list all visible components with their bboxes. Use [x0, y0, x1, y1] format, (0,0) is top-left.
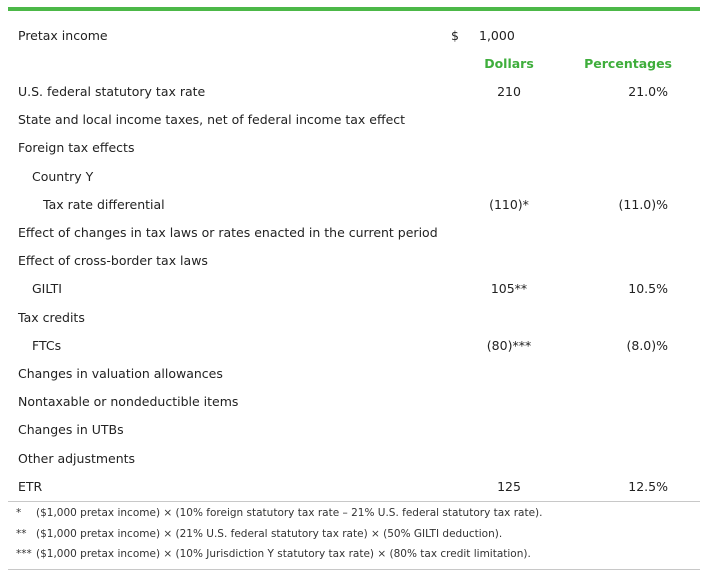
row-label: Tax rate differential — [43, 196, 165, 212]
row-dollars: 210 — [497, 84, 521, 99]
table-row — [8, 416, 700, 444]
row-label: GILTI — [32, 281, 62, 297]
footnote-line — [16, 504, 542, 522]
row-label: Tax credits — [18, 309, 85, 325]
row-label: Effect of cross-border tax laws — [18, 253, 208, 269]
footnote-divider — [8, 501, 700, 502]
currency-symbol: $ — [451, 28, 459, 43]
footnote-mark: *** — [16, 548, 32, 560]
top-accent-bar — [8, 7, 700, 11]
dollars-column-header: Dollars — [484, 56, 534, 71]
table-row — [8, 360, 700, 388]
footnote-line — [16, 525, 502, 543]
row-label: Foreign tax effects — [18, 140, 135, 156]
row-label: ETR — [18, 478, 43, 494]
table-row — [8, 163, 700, 191]
table-row — [8, 473, 700, 501]
row-percentage: 12.5% — [628, 478, 668, 494]
table-row — [8, 191, 700, 219]
footnote-mark: ** — [16, 527, 27, 540]
table-row — [8, 304, 700, 332]
row-percentage: (11.0)% — [618, 196, 668, 212]
pretax-income-amount: 1,000 — [479, 28, 515, 43]
row-label: Changes in valuation allowances — [18, 366, 223, 381]
column-header-row — [8, 50, 700, 78]
table-row — [8, 332, 700, 360]
pretax-income-row — [8, 22, 700, 50]
row-dollars: (110)* — [489, 196, 529, 212]
row-label: State and local income taxes, net of federal income tax effect — [18, 112, 406, 128]
table-row — [8, 106, 700, 134]
row-dollars: 125 — [497, 478, 521, 494]
table-row — [8, 388, 700, 416]
row-percentage: (8.0)% — [626, 337, 668, 353]
table-row — [8, 134, 700, 162]
footnote-text: ($1,000 pretax income) × (21% U.S. federal statutory tax rate) × (50% GILTI deduction). — [36, 527, 503, 540]
bottom-divider — [8, 569, 700, 570]
table-row — [8, 445, 700, 473]
percentages-column-header: Percentages — [584, 56, 672, 71]
row-label: Other adjustments — [18, 450, 136, 466]
row-percentage: 10.5% — [628, 281, 668, 297]
row-label: Country Y — [32, 168, 94, 184]
row-percentage: 21.0% — [628, 84, 668, 99]
row-dollars: (80)*** — [486, 337, 532, 353]
table-row — [8, 219, 700, 247]
pretax-income-label: Pretax income — [18, 28, 108, 43]
row-dollars: 105** — [490, 281, 528, 297]
table-row — [8, 247, 700, 275]
footnote-text: ($1,000 pretax income) × (10% Jurisdiction Y statutory tax rate) × (80% tax credit limitation). — [36, 548, 531, 560]
table-row — [8, 275, 700, 303]
footnote-line — [16, 545, 531, 563]
footnote-mark: * — [16, 507, 22, 519]
table-row — [8, 78, 700, 106]
row-label: FTCs — [32, 337, 62, 353]
row-label: Changes in UTBs — [18, 422, 124, 438]
row-label: Effect of changes in tax laws or rates enacted in the current period — [18, 225, 438, 240]
row-label: U.S. federal statutory tax rate — [18, 84, 206, 99]
footnote-text: ($1,000 pretax income) × (10% foreign statutory tax rate – 21% U.S. federal statutory tax rate). — [36, 507, 543, 519]
row-label: Nontaxable or nondeductible items — [18, 394, 239, 410]
